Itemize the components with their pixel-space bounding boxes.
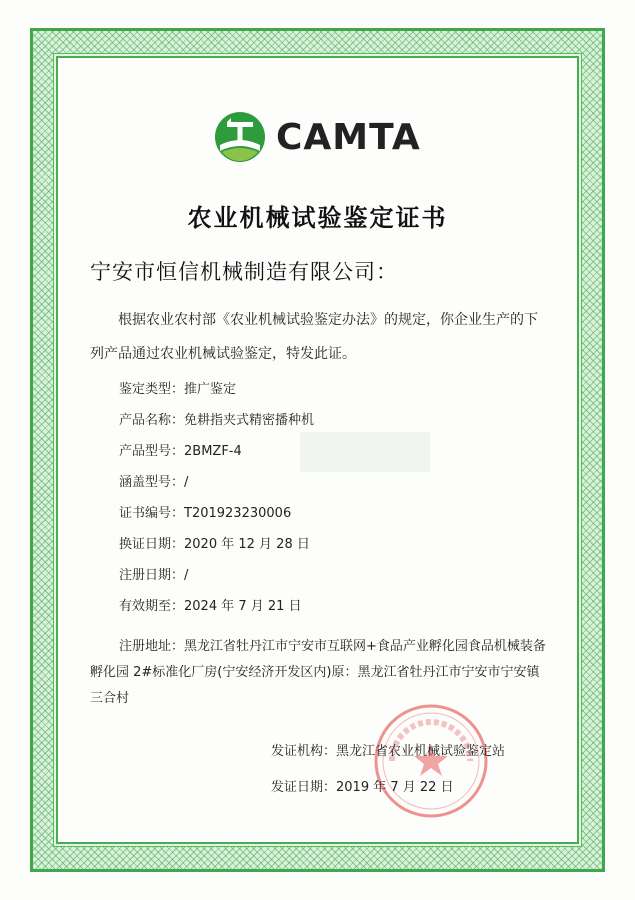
field-row-registration-date: [119, 568, 559, 599]
field-label: 证书编号：: [119, 506, 185, 521]
field-label: 产品型号：: [119, 444, 185, 459]
field-value: 2BMZF-4: [184, 444, 242, 459]
field-value: 2020 年 12 月 28 日: [184, 537, 310, 552]
issue-date-value: 2019 年 7 月 22 日: [336, 780, 454, 795]
field-label: 鉴定类型：: [119, 382, 185, 397]
field-row-valid-until: [119, 599, 559, 630]
field-label: 有效期至：: [119, 599, 185, 614]
field-label: 涵盖型号：: [119, 475, 185, 490]
field-row-certificate-number: [119, 506, 559, 537]
field-label: 产品名称：: [119, 413, 185, 428]
issuer-value: 黑龙江省农业机械试验鉴定站: [336, 744, 506, 759]
field-row-type: [119, 382, 559, 413]
field-value: /: [184, 568, 189, 583]
issuing-authority: [271, 740, 505, 759]
field-value: 2024 年 7 月 21 日: [184, 599, 302, 614]
company-name: 宁安市恒信机械制造有限公司：: [90, 260, 398, 284]
camta-logo: [214, 110, 421, 164]
field-value: /: [184, 475, 189, 490]
field-row-product-name: [119, 413, 559, 444]
camta-t-emblem-icon: [214, 111, 266, 163]
address-label: 注册地址：: [119, 639, 185, 654]
logo-wordmark: CAMTA: [276, 116, 421, 158]
address-value: 黑龙江省牡丹江市宁安市互联网+食品产业孵化园食品机械装备孵化园 2#标准化厂房(宁安经济开发区内)原：黑龙江省牡丹江市宁安市宁安镇三合村: [90, 639, 546, 706]
intro-paragraph: 根据农业农村部《农业机械试验鉴定办法》的规定，你企业生产的下列产品通过农业机械试验鉴定，特发此证。: [90, 312, 538, 362]
field-row-renewal-date: [119, 537, 559, 568]
issue-date: [271, 776, 454, 795]
field-value: 免耕指夹式精密播种机: [184, 413, 315, 428]
field-value: T201923230006: [184, 506, 292, 521]
field-label: 换证日期：: [119, 537, 185, 552]
issue-date-label: 发证日期：: [271, 780, 337, 795]
certificate-title: 农业机械试验鉴定证书: [187, 203, 448, 232]
field-row-model: [119, 444, 559, 475]
field-value: 推广鉴定: [184, 382, 237, 397]
field-label: 注册日期：: [119, 568, 185, 583]
registered-address: [90, 634, 550, 712]
field-row-covered-models: [119, 475, 559, 506]
issuer-label: 发证机构：: [271, 744, 337, 759]
certificate-fields: [119, 382, 559, 630]
